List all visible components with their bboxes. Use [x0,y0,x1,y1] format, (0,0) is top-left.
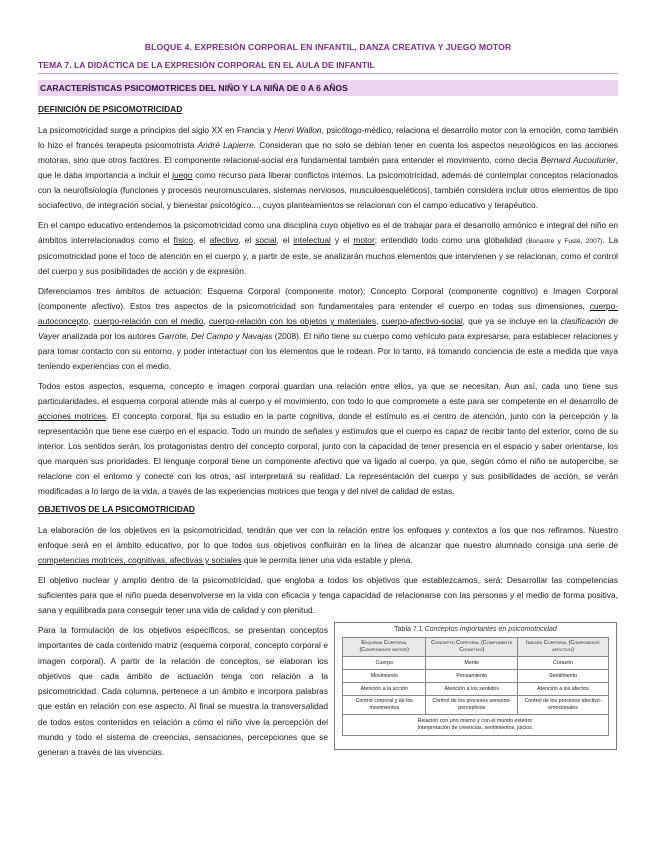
concepts-table-figure [334,622,617,750]
section-band: CARACTERÍSTICAS PSICOMOTRICES DEL NIÑO Y LA NIÑA DE 0 A 6 AÑOS [38,80,618,96]
table-cell: Atención a los sentidos [426,683,518,696]
objetivos-paragraph-1: La elaboración de los objetivos en la psicomotricidad, tendrán que ver con la relación entre los enfoques y contextos a los que nos refiramos. Nuestro enfoque será en el ámbito educativo, por lo que todos sus objetivos confluirán en la línea de alcanzar que nuestro alumnado consiga una serie de competencias motrices, cognitivas, afectivas y sociales que le permita tener una vida estable y plena. [38,525,618,565]
table-cell: Atención a la acción [343,683,426,696]
term-relacion-medio: cuerpo-relación con el medio [93,316,204,326]
table-header-cell: Esquema Corporal (Componente motor) [343,638,426,657]
table-cell: Pensamiento [426,670,518,683]
table-cell: Movimiento [343,670,426,683]
table-footer-cell [343,715,609,736]
definicion-paragraph-1: La psicomotricidad surge a principios del siglo XX en Francia y Henri Wallon, psicólogo-médico, relaciona el desarrollo motor con la emoción, como también lo hizo el francés terapeuta psicomotrista André Lapierre. Consideran que no solo se debían tener en cuenta los aspectos neurológicos en las acciones motoras, sino que otros factores. El componente relacional-social era fundamental también para entender el movimiento, como decía Bernard Aucouturier, que le daba importancia a incluir el juego como recurso para liberar conflictos internos. La psicomotricidad, además de contemplar conceptos relacionados con la neurofisiología (funciones y procesos neuromusculares, sistemas nerviosos, musculoesqueléticos), también considera incluir otros elementos de tipo sociafectivo, de integración social, y bienestar psicológico..., cuyos planteamientos se relacionan con el campo educativo y terapéutico. [38,125,618,210]
definicion-heading: DEFINICIÓN DE PSICOMOTRICIDAD [38,104,183,114]
definicion-paragraph-3: Diferenciamos tres ámbitos de actuación: Esquema Corporal (componente motor); Concepto Corporal (componente cognitivo) e Imagen Corporal (componente afectivo). Estos tres aspectos de la psicomotricidad son fundamentales para entender el cuerpo en todas sus dimensiones, cuerpo-autoconcepto, cuerpo-relación con el medio, cuerpo-relación con los objetos y materiales, cuerpo-afectivo-social, que ya se incluye en la clasificación de Vayer analizada por los autores Garrote, Del Campo y Navajas (2008). El niño tiene su cuerpo como vehículo para expresarse, para establecer relaciones y para tomar contacto con su entorno, y poder interactuar con los elementos que le rodean. Por lo tanto, irá tomando conciencia de este a medida que vaya teniendo experiencias con el medio. [38,286,619,371]
table-cell: Cuerpo [343,657,426,670]
author-lapierre: André Lapierre [197,140,254,150]
term-acciones-motrices: acciones motrices [38,411,107,421]
objetivos-bottom-section [38,623,618,763]
document-page [38,40,618,763]
table-cell: Atención a los afectos [518,683,609,696]
author-wallon: Henri Wallon [273,125,322,135]
table-footer-row [343,715,609,736]
table-caption-title: Conceptos importantes en psicomotricidad [424,626,557,633]
table-cell: Control corporal y de los movimientos [343,696,426,715]
term-intelectual: intelectual [293,235,331,245]
definicion-paragraph-2: En el campo educativo entendemos la psicomotricidad como una disciplina cuyo objetivo es el de trabajar para el desarrollo armónico e integral del niño en ámbitos interrelacionados como el físico, el afectivo, el social, el intelectual y el motor; entendido todo como una globalidad (Bonastre y Fusté, 2007). La psicomotricidad pone el foco de atención en el cuerpo y, a partir de este, se analizarán muchos elementos que intervienen y se relacionan, como el control del cuerpo y sus posibilidades de acción y de expresión. [38,220,619,276]
table-cell: Mente [426,657,518,670]
table-cell: Sentimiento [518,670,609,683]
table-caption-label: Tabla 7.1 [394,626,423,633]
block-title: BLOQUE 4. EXPRESIÓN CORPORAL EN INFANTIL, DANZA CREATIVA Y JUEGO MOTOR [144,42,512,52]
term-relacion-objetos: cuerpo-relación con los objetos y materiales [208,316,376,326]
table-row [343,696,609,715]
term-competencias: competencias motrices, cognitivas, afectivas y sociales [38,555,242,565]
objetivos-heading: OBJETIVOS DE LA PSICOMOTRICIDAD [38,504,195,514]
objetivos-paragraph-2: El objetivo nuclear y amplio dentro de la psicomotricidad, que engloba a todos los objetivos que establezcamos, será: Desarrollar las competencias suficientes para que el niño pueda desenvolverse en la vida con eficacia y tenga capacidad de relacionarse con las personas y el medio de forma positiva, sana y equilibrada para conseguir tener una vida de calidad y con plenitud. [38,575,618,615]
term-social: social [255,235,277,245]
objetivos-paragraph-3: Para la formulación de los objetivos específicos, se presentan conceptos importantes de cada contenido matriz (esquema corporal, concepto corporal e imagen corporal). A partir de la relación de conceptos, se elaboran los objetivos que cada ámbito de actuación tenga con relación a la psicomotricidad. Cada columna, pertenece a un ámbito e incorpora palabras que están en relación con ese aspecto. Al final se muestra la transversalidad de todos estos contenidos en relación a cómo el niño vive la percepción del mundo y todo el sistema de creencias, sensaciones, percepciones que se generan a través de las vivencias. [38,625,328,758]
citation-bonastre: (Bonastre y Fusté, 2007) [526,238,603,245]
table-row [343,657,609,670]
table-cell: Control de los procesos afectivo-emocionales [518,696,609,715]
table-header-row [343,638,609,657]
term-juego: juego [172,170,193,180]
term-fisico: físico [173,235,193,245]
concepts-table [342,637,609,736]
definicion-paragraph-4: Todos estos aspectos, esquema, concepto e imagen corporal guardan una relación entre ellos, ya que se necesitan. Aun así, cada uno tiene sus particularidades, el esquema corporal atiende más al cuerpo y el movimiento, con todo lo que compromete a este para ser competente en el desarrollo de acciones motrices. El concepto corporal, fija su estudio en la parte cognitiva, donde el estímulo es el centro de atención, junto con la percepción y la representación que tiene ese cuerpo en el espacio. Todo un mundo de señales y estímulos que el cuerpo es capaz de recibir tanto del exterior, como de su interior. Los sentidos serán, los protagonistas dentro del concepto corporal, junto con la capacidad de tener presencia en el espacio y saber orientarse, los que marquen sus prioridades. El lenguaje corporal tiene un componente afectivo que va ligado al cuerpo, ya que, según cómo el niño se autopercibe, se relacione con el entorno y conecte con los otros, así interpretará su realidad. La representación del cuerpo y sus posibilidades de acción, se verán modificadas a lo largo de la vida, a través de las experiencias motrices que tenga y del nivel de calidad de estas. [38,381,618,496]
table-header-cell: Imagen Corporal (Componente afectivo) [518,638,609,657]
term-afectivo: afectivo [209,235,239,245]
table-header-cell: Concepto Corporal (Componente Cognitivo) [426,638,518,657]
term-motor: motor [353,235,375,245]
table-row [343,670,609,683]
table-row [343,683,609,696]
table-cell: Control de los procesos sensorio-perceptivos [426,696,518,715]
tema-title: TEMA 7. LA DIDÁCTICA DE LA EXPRESIÓN CORPORAL EN EL AULA DE INFANTIL [38,60,618,74]
table-footer-line-2: Interpretación de creencias, sentimientos, juicios. [417,725,534,731]
term-clasificacion-vayer: clasificación de Vayer [38,316,619,341]
term-autoconcepto: cuerpo-autoconcepto [38,301,618,326]
table-footer-line-1: Relación con uno mismo y con el mundo exterior. [417,718,534,724]
table-cell: Corazón [518,657,609,670]
term-afectivo-social: cuerpo-afectivo-social [381,316,463,326]
table-caption [335,626,616,633]
author-aucouturier: Bernard Aucouturier [540,155,616,165]
authors-garrote: Garrote, Del Campo y Navajas [158,331,273,341]
